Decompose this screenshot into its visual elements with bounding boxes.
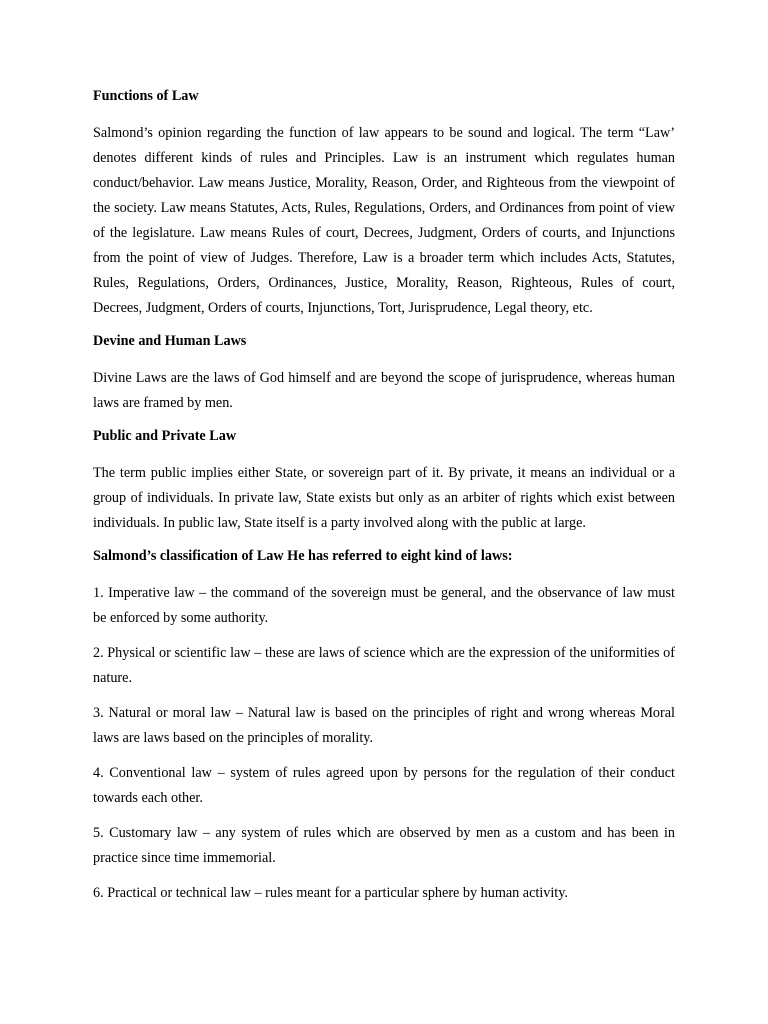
paragraph-devine-and-human-laws: Divine Laws are the laws of God himself and are beyond the scope of jurisprudence, whereas human laws are framed by men. <box>93 370 675 411</box>
list-item-imperative-law: 1. Imperative law – the command of the sovereign must be general, and the observance of law must be enforced by some authority. <box>93 585 675 626</box>
list-item-customary-law: 5. Customary law – any system of rules which are observed by men as a custom and has been in practice since time immemorial. <box>93 825 675 866</box>
heading-salmond-classification: Salmond’s classification of Law He has referred to eight kind of laws: <box>93 548 513 564</box>
paragraph-public-and-private-law: The term public implies either State, or sovereign part of it. By private, it means an individual or a group of individuals. In private law, State exists but only as an arbiter of rights which exist between individuals. In public law, State itself is a party involved along with the public at large. <box>93 465 675 531</box>
heading-functions-of-law: Functions of Law <box>93 88 199 104</box>
list-item-practical-law: 6. Practical or technical law – rules meant for a particular sphere by human activity. <box>93 885 568 901</box>
heading-public-and-private-law: Public and Private Law <box>93 428 237 444</box>
list-item-conventional-law: 4. Conventional law – system of rules agreed upon by persons for the regulation of their conduct towards each other. <box>93 765 675 806</box>
heading-devine-and-human-laws: Devine and Human Laws <box>93 333 247 349</box>
paragraph-functions-of-law: Salmond’s opinion regarding the function of law appears to be sound and logical. The term “Law’ denotes different kinds of rules and Principles. Law is an instrument which regulates human conduct/behavior. Law means Justice, Morality, Reason, Order, and Righteous from the viewpoint of the society. Law means Statutes, Acts, Rules, Regulations, Orders, and Ordinances from point of view of the legislature. Law means Rules of court, Decrees, Judgment, Orders of courts, and Injunctions from the point of view of Judges. Therefore, Law is a broader term which includes Acts, Statutes, Rules, Regulations, Orders, Ordinances, Justice, Morality, Reason, Righteous, Rules of court, Decrees, Judgment, Orders of courts, Injunctions, Tort, Jurisprudence, Legal theory, etc. <box>93 125 675 316</box>
list-item-physical-law: 2. Physical or scientific law – these are laws of science which are the expression of the uniformities of nature. <box>93 645 675 686</box>
list-item-natural-law: 3. Natural or moral law – Natural law is based on the principles of right and wrong whereas Moral laws are laws based on the principles of morality. <box>93 705 675 746</box>
